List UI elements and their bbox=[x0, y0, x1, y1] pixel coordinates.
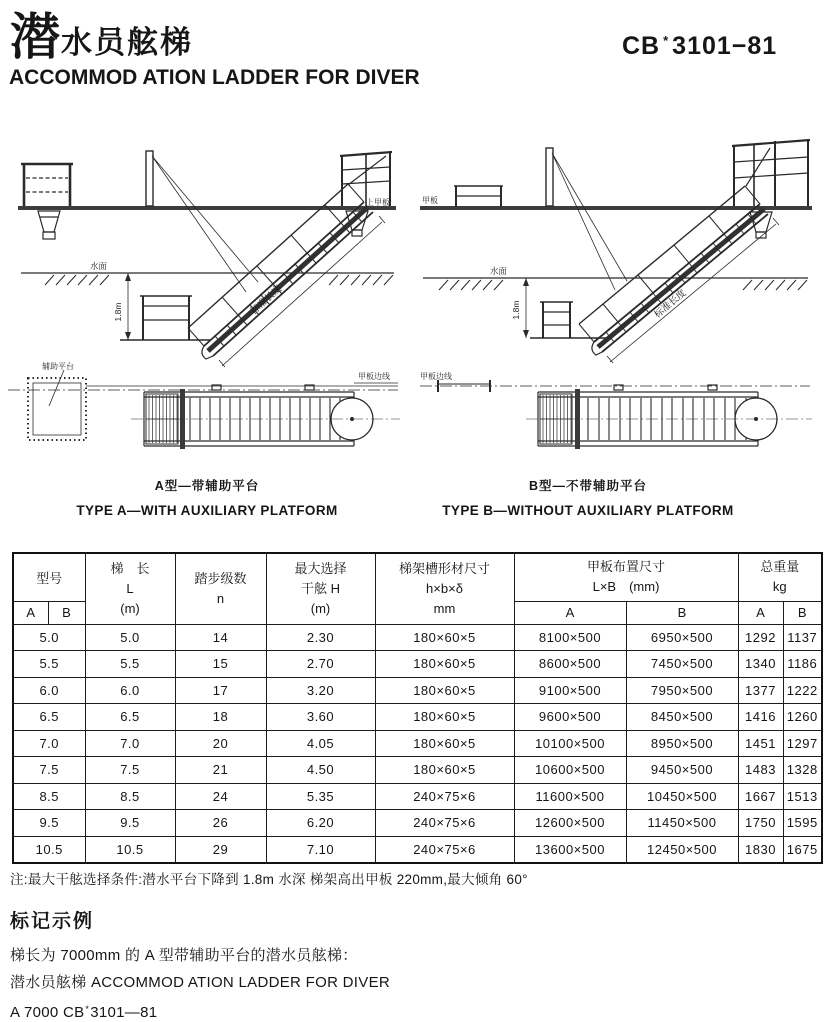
table-row bbox=[13, 757, 822, 784]
table-cell: 180×60×5 bbox=[375, 730, 514, 757]
table-cell: 1513 bbox=[783, 783, 822, 810]
label-depth: 1.8m bbox=[113, 302, 123, 322]
col-weight-unit: kg bbox=[772, 579, 787, 595]
table-cell: 1483 bbox=[738, 757, 783, 784]
table-cell: 1451 bbox=[738, 730, 783, 757]
figure-a-caption-cn: A型—带辅助平台 bbox=[154, 479, 260, 493]
table-cell: 14 bbox=[175, 624, 266, 651]
col-channel-cn: 梯架槽形材尺寸 bbox=[398, 560, 490, 576]
table-cell: 7.5 bbox=[13, 757, 85, 784]
label-water-surface: 水面 bbox=[90, 261, 108, 271]
table-cell: 21 bbox=[175, 757, 266, 784]
table-cell: 1830 bbox=[738, 836, 783, 863]
table-cell: 5.5 bbox=[85, 651, 175, 678]
marking-example-line1: 梯长为 7000mm 的 A 型带辅助平台的潜水员舷梯： bbox=[10, 947, 358, 964]
table-cell: 10600×500 bbox=[514, 757, 626, 784]
table-row bbox=[13, 677, 822, 704]
table-cell: 4.05 bbox=[266, 730, 375, 757]
table-cell: 11450×500 bbox=[626, 810, 738, 837]
table-cell: 180×60×5 bbox=[375, 624, 514, 651]
figure-type-a bbox=[6, 128, 408, 518]
col-deck-sym: L×B (mm) bbox=[592, 579, 660, 595]
label-aux-platform: 辅助平台 bbox=[42, 362, 74, 371]
label-standard-length: 标准长度 bbox=[652, 287, 689, 321]
table-cell: 10.5 bbox=[13, 836, 85, 863]
table-cell: 1595 bbox=[783, 810, 822, 837]
col-steps bbox=[175, 553, 266, 624]
table-cell: 2.30 bbox=[266, 624, 375, 651]
col-channel-unit: mm bbox=[433, 600, 456, 616]
table-cell: 1297 bbox=[783, 730, 822, 757]
marking-example-heading: 标记示例 bbox=[10, 911, 95, 932]
label-standard-length: 标准长度 bbox=[248, 283, 285, 317]
col-channel-sym: h×b×δ bbox=[426, 580, 463, 596]
table-cell: 9.5 bbox=[13, 810, 85, 837]
table-cell: 180×60×5 bbox=[375, 757, 514, 784]
marking-example-line3 bbox=[10, 996, 390, 1022]
col-length-sym: L bbox=[126, 580, 134, 596]
label-deck: 甲板 bbox=[422, 196, 438, 205]
marking-example-line3-star: * bbox=[85, 1004, 90, 1014]
col-model: 型号 bbox=[13, 553, 85, 601]
table-cell: 8100×500 bbox=[514, 624, 626, 651]
table-cell: 5.35 bbox=[266, 783, 375, 810]
figure-b-caption-cn: B型—不带辅助平台 bbox=[528, 479, 648, 493]
table-cell: 8.5 bbox=[85, 783, 175, 810]
page-title bbox=[10, 9, 193, 65]
figure-type-b bbox=[418, 128, 820, 518]
table-note: 注:最大干舷选择条件:潜水平台下降到 1.8m 水深 梯架高出甲板 220mm,最大倾角 60° bbox=[10, 872, 528, 887]
table-cell: 7.10 bbox=[266, 836, 375, 863]
table-cell: 9600×500 bbox=[514, 704, 626, 731]
label-deck-edge: 甲板边线 bbox=[420, 372, 452, 381]
table-cell: 7.0 bbox=[85, 730, 175, 757]
col-model-a: A bbox=[13, 601, 48, 624]
table-cell: 1750 bbox=[738, 810, 783, 837]
table-cell: 7950×500 bbox=[626, 677, 738, 704]
table-cell: 17 bbox=[175, 677, 266, 704]
table-row bbox=[13, 836, 822, 863]
col-length-unit: (m) bbox=[120, 600, 140, 616]
table-cell: 6950×500 bbox=[626, 624, 738, 651]
col-deck-arrangement bbox=[514, 553, 738, 601]
table-cell: 11600×500 bbox=[514, 783, 626, 810]
col-steps-cn: 踏步级数 bbox=[194, 570, 247, 586]
label-water-surface: 水面 bbox=[490, 266, 508, 276]
title-rest: 水员舷梯 bbox=[61, 25, 193, 60]
standard-code-prefix: CB bbox=[622, 32, 661, 60]
table-cell: 1377 bbox=[738, 677, 783, 704]
table-cell: 3.60 bbox=[266, 704, 375, 731]
table-header-row-1 bbox=[13, 553, 822, 601]
title-big-char: 潜 bbox=[10, 9, 61, 65]
table-cell: 240×75×6 bbox=[375, 810, 514, 837]
table-cell: 9450×500 bbox=[626, 757, 738, 784]
table-cell: 12600×500 bbox=[514, 810, 626, 837]
table-cell: 1328 bbox=[783, 757, 822, 784]
table-cell: 1416 bbox=[738, 704, 783, 731]
standard-code bbox=[622, 32, 777, 61]
spec-table bbox=[12, 552, 823, 864]
col-model-b: B bbox=[48, 601, 85, 624]
standard-code-star: * bbox=[663, 33, 670, 48]
table-cell: 1667 bbox=[738, 783, 783, 810]
table-cell: 6.5 bbox=[85, 704, 175, 731]
table-cell: 20 bbox=[175, 730, 266, 757]
col-steps-sym: n bbox=[216, 590, 225, 606]
table-cell: 5.0 bbox=[13, 624, 85, 651]
table-cell: 180×60×5 bbox=[375, 651, 514, 678]
table-cell: 1186 bbox=[783, 651, 822, 678]
table-cell: 1675 bbox=[783, 836, 822, 863]
table-cell: 1292 bbox=[738, 624, 783, 651]
table-cell: 9100×500 bbox=[514, 677, 626, 704]
table-cell: 6.0 bbox=[13, 677, 85, 704]
figure-b-caption-en: TYPE B—WITHOUT AUXILIARY PLATFORM bbox=[442, 503, 734, 518]
col-freeboard-cn1: 最大选择 bbox=[294, 560, 347, 576]
marking-example bbox=[10, 906, 390, 1022]
table-cell: 13600×500 bbox=[514, 836, 626, 863]
table-body bbox=[13, 624, 822, 863]
table-cell: 5.5 bbox=[13, 651, 85, 678]
table-cell: 8950×500 bbox=[626, 730, 738, 757]
table-cell: 180×60×5 bbox=[375, 677, 514, 704]
col-weight-a: A bbox=[738, 601, 783, 624]
table-cell: 2.70 bbox=[266, 651, 375, 678]
table-row bbox=[13, 651, 822, 678]
table-row bbox=[13, 624, 822, 651]
table-cell: 1260 bbox=[783, 704, 822, 731]
col-length bbox=[85, 553, 175, 624]
table-row bbox=[13, 783, 822, 810]
figure-a-caption-en: TYPE A—WITH AUXILIARY PLATFORM bbox=[76, 503, 338, 518]
table-cell: 10100×500 bbox=[514, 730, 626, 757]
table-cell: 7.5 bbox=[85, 757, 175, 784]
col-weight-b: B bbox=[783, 601, 822, 624]
table-cell: 7.0 bbox=[13, 730, 85, 757]
marking-example-line3-post: 3101—81 bbox=[90, 1004, 158, 1021]
table-cell: 8450×500 bbox=[626, 704, 738, 731]
table-cell: 5.0 bbox=[85, 624, 175, 651]
table-cell: 240×75×6 bbox=[375, 783, 514, 810]
col-deck-cn: 甲板布置尺寸 bbox=[586, 559, 665, 575]
col-freeboard-unit: (m) bbox=[310, 600, 331, 616]
table-cell: 1340 bbox=[738, 651, 783, 678]
table-cell: 1222 bbox=[783, 677, 822, 704]
table-cell: 6.5 bbox=[13, 704, 85, 731]
table-cell: 3.20 bbox=[266, 677, 375, 704]
col-weight-cn: 总重量 bbox=[760, 559, 800, 575]
table-cell: 6.0 bbox=[85, 677, 175, 704]
label-upper-deck: 上甲板 bbox=[366, 198, 390, 207]
marking-example-line3-pre: A 7000 CB bbox=[10, 1004, 85, 1021]
table-cell: 29 bbox=[175, 836, 266, 863]
table-cell: 1137 bbox=[783, 624, 822, 651]
table-cell: 6.20 bbox=[266, 810, 375, 837]
col-freeboard-cn2: 干舷 H bbox=[300, 580, 340, 596]
table-cell: 10.5 bbox=[85, 836, 175, 863]
col-length-cn: 梯 长 bbox=[110, 560, 150, 576]
table-cell: 26 bbox=[175, 810, 266, 837]
table-cell: 8600×500 bbox=[514, 651, 626, 678]
standard-code-number: 3101−81 bbox=[672, 32, 778, 60]
type-a-diagram bbox=[6, 128, 408, 468]
table-cell: 15 bbox=[175, 651, 266, 678]
col-deck-a: A bbox=[514, 601, 626, 624]
label-deck-edge: 甲板边线 bbox=[358, 372, 390, 381]
marking-example-line2: 潜水员舷梯 ACCOMMOD ATION LADDER FOR DIVER bbox=[10, 974, 391, 991]
table-cell: 18 bbox=[175, 704, 266, 731]
table-cell: 24 bbox=[175, 783, 266, 810]
table-cell: 4.50 bbox=[266, 757, 375, 784]
table-row bbox=[13, 810, 822, 837]
deck-band bbox=[18, 206, 396, 210]
table-row bbox=[13, 704, 822, 731]
col-deck-b: B bbox=[626, 601, 738, 624]
page-subtitle-en: ACCOMMOD ATION LADDER FOR DIVER bbox=[9, 66, 420, 89]
col-channel bbox=[375, 553, 514, 624]
table-cell: 12450×500 bbox=[626, 836, 738, 863]
table-cell: 8.5 bbox=[13, 783, 85, 810]
table-cell: 7450×500 bbox=[626, 651, 738, 678]
label-depth: 1.8m bbox=[511, 300, 521, 320]
table-cell: 9.5 bbox=[85, 810, 175, 837]
col-freeboard bbox=[266, 553, 375, 624]
table-row bbox=[13, 730, 822, 757]
type-b-diagram bbox=[418, 128, 820, 468]
col-total-weight bbox=[738, 553, 822, 601]
table-cell: 10450×500 bbox=[626, 783, 738, 810]
table-cell: 240×75×6 bbox=[375, 836, 514, 863]
table-cell: 180×60×5 bbox=[375, 704, 514, 731]
